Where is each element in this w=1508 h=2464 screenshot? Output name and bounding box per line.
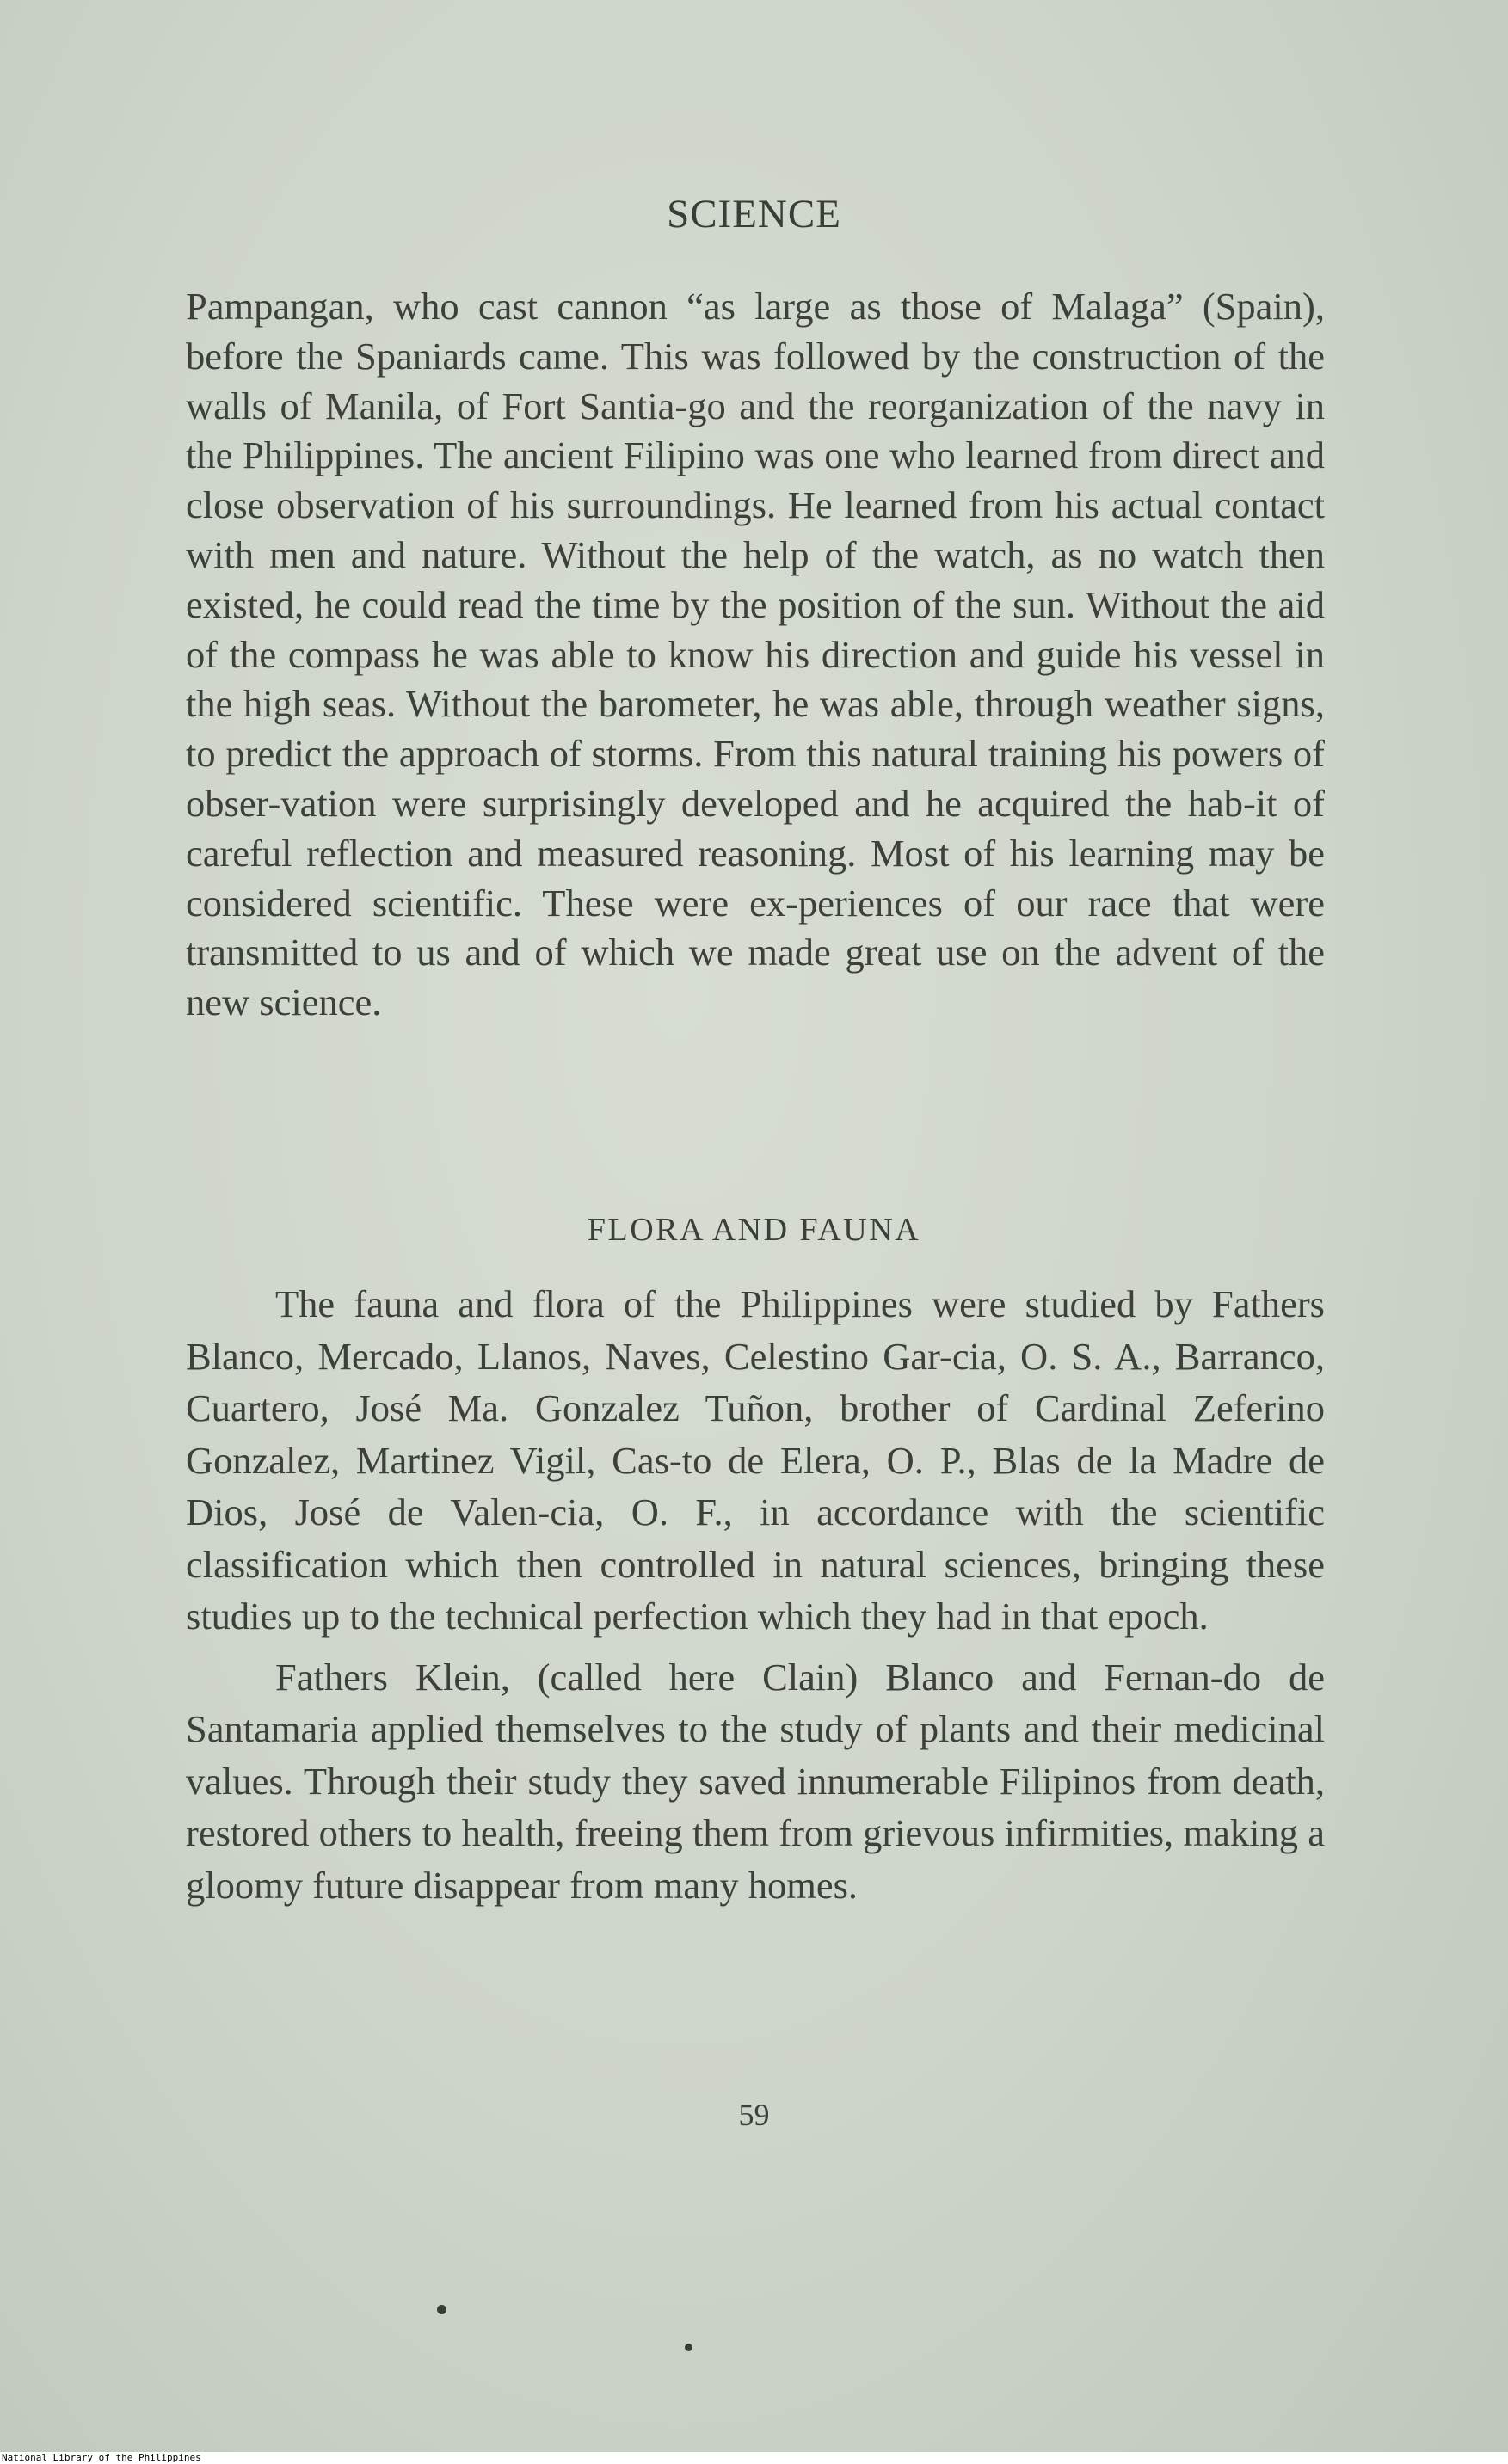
paragraph-pampangan: Pampangan, who cast cannon “as large as those of Malaga” (Spain), before the Spaniards came. This was followed by the construction of the walls of Manila, of Fort Santia-go and the reorganization of the navy in the Philippines. The ancient Filipino was one who learned from direct and close observation of his surroundings. He learned from his actual contact with men and nature. Without the help of the watch, as no watch then existed, he could read the time by the position of the sun. Without the aid of the compass he was able to know his direction and guide his vessel in the high seas. Without the barometer, he was able, through weather signs, to predict the approach of storms. From this natural training his powers of obser-vation were surprisingly developed and he acquired the hab-it of careful reflection and measured reasoning. Most of his learning may be considered scientific. These were ex-periences of our race that were transmitted to us and of which we made great use on the advent of the new science. bbox=[186, 285, 1325, 1024]
footer-credit: National Library of the Philippines bbox=[2, 2452, 201, 2463]
paragraph-fathers-klein: Fathers Klein, (called here Clain) Blanco and Fernan-do de Santamaria applied themselves to the study of plants and their medicinal values. Through their study they saved innumerable Filipinos from death, restored others to health, freeing them from grievous infirmities, making a gloomy future disappear from many homes. bbox=[186, 1655, 1325, 1907]
running-head: SCIENCE bbox=[667, 192, 841, 237]
body-text-flora-fauna bbox=[186, 1278, 1325, 1920]
ink-speck bbox=[437, 2305, 446, 2314]
paragraph-fauna-flora: The fauna and flora of the Philippines were studied by Fathers Blanco, Mercado, Llanos, Naves, Celestino Gar-cia, O. S. A., Barranco, Cuartero, José Ma. Gonzalez Tuñon, brother of Cardinal Zeferino Gonzalez, Martinez Vigil, Cas-to de Elera, O. P., Blas de la Madre de Dios, José de Valen-cia, O. F., in accordance with the scientific classification which then controlled in natural sciences, bringing these studies up to the technical perfection which they had in that epoch. bbox=[186, 1282, 1325, 1638]
ink-speck bbox=[685, 2344, 692, 2351]
footer-strip bbox=[0, 2452, 1508, 2464]
page-number: 59 bbox=[738, 2098, 770, 2132]
body-text-top bbox=[186, 282, 1325, 1028]
section-heading-flora-fauna: FLORA AND FAUNA bbox=[587, 1212, 921, 1248]
